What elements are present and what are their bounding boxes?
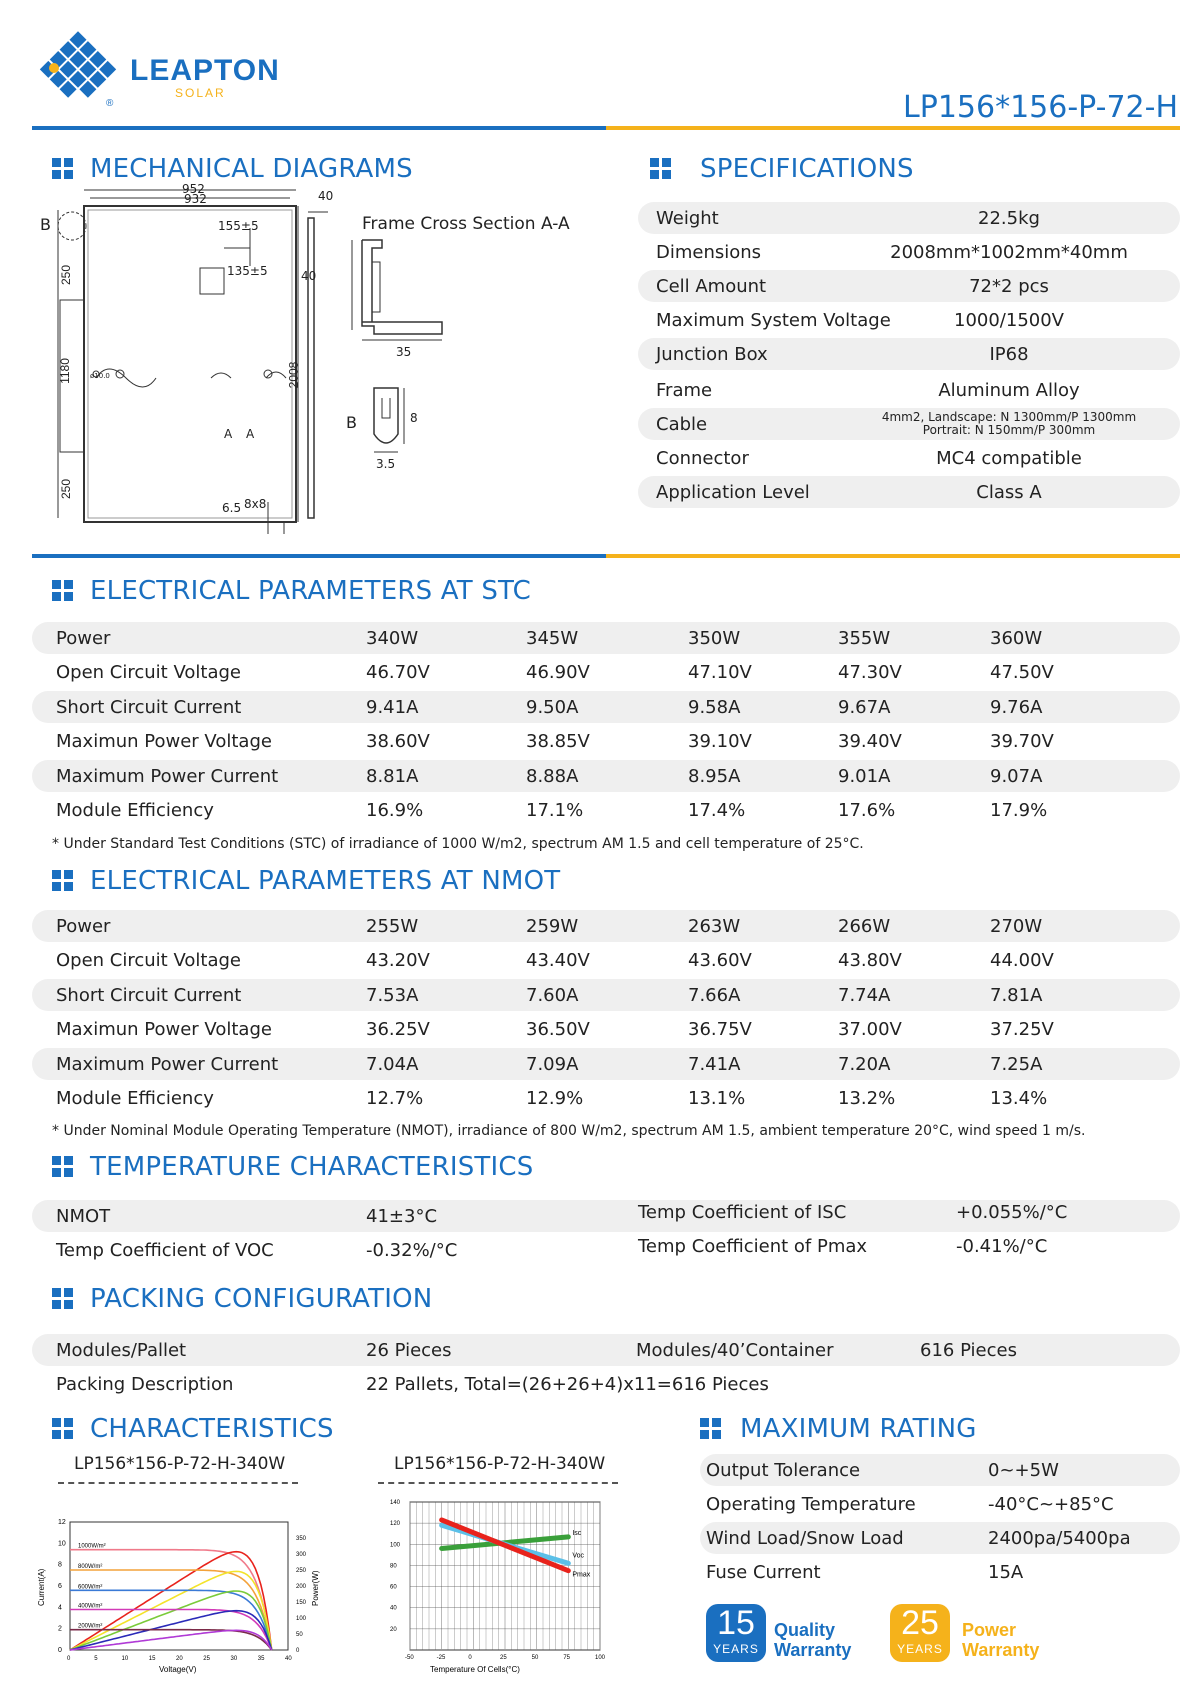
param-label: Short Circuit Current: [56, 984, 242, 1006]
param-value: 43.60V: [688, 950, 752, 972]
dim-3-5: 3.5: [376, 457, 396, 471]
mechanical-diagram: [36, 182, 596, 558]
y-tick-label: 80: [390, 1563, 397, 1570]
y2-tick-label: 200: [296, 1584, 307, 1590]
y-axis-label: Current(A): [37, 1568, 46, 1606]
nmot-note: * Under Nominal Module Operating Temperature (NMOT), irradiance of 800 W/m2, spectrum AM 1.5, ambient temperature 20°C, wind speed 1 m/s.: [52, 1123, 1086, 1139]
param-label: Open Circuit Voltage: [56, 662, 241, 684]
label-a2: A: [246, 427, 255, 441]
warranty-badge-25: 25 YEARS: [890, 1604, 950, 1662]
x-tick-label: 25: [500, 1655, 507, 1661]
param-value: 36.50V: [526, 1019, 590, 1041]
model-title: LP156*156-P-72-H: [903, 90, 1178, 125]
param-value: 13.2%: [838, 1088, 896, 1109]
x-tick-label: -50: [405, 1655, 414, 1661]
param-value: 39.70V: [990, 731, 1054, 753]
param-value: 7.74A: [838, 984, 891, 1006]
series-label: 400W/m²: [78, 1603, 103, 1610]
series-label: 600W/m²: [78, 1584, 103, 1591]
y2-axis-label: Power(W): [311, 1570, 320, 1606]
param-value: 12.9%: [526, 1088, 584, 1109]
dim-35: 35: [396, 345, 412, 359]
series-label: Pmax: [572, 1571, 591, 1579]
stc-row: [32, 794, 1180, 826]
param-value: 9.07A: [990, 765, 1043, 787]
spec-row: Cable 4mm2, Landscape: N 1300mm/P 1300mm Portrait: N 150mm/P 300mm: [638, 408, 1180, 440]
dim-2008: 2008: [286, 361, 301, 389]
param-value: 9.41A: [366, 696, 419, 718]
label-a1: A: [224, 427, 233, 441]
section-mechanical-title: MECHANICAL DIAGRAMS: [90, 154, 413, 184]
param-value: 345W: [526, 628, 579, 649]
section-temperature-title: TEMPERATURE CHARACTERISTICS: [90, 1152, 534, 1182]
param-value: 7.09A: [526, 1053, 579, 1075]
param-label: Power: [56, 628, 111, 649]
spec-row: Connector MC4 compatible: [656, 448, 1082, 469]
leapton-logo-icon: [38, 28, 118, 108]
param-value: 47.30V: [838, 662, 902, 684]
temp-row-1: NMOT 41±3°C Temp Coefficient of ISC +0.055%/°C: [32, 1200, 1180, 1232]
y-tick-label: 2: [58, 1625, 62, 1633]
param-value: 340W: [366, 628, 419, 649]
y2-tick-label: 300: [296, 1552, 307, 1558]
dim-8x8: 8x8: [244, 497, 267, 511]
stc-row: [32, 760, 1180, 792]
y2-tick-label: 0: [296, 1648, 300, 1654]
dim-932: 932: [184, 192, 207, 206]
param-value: 9.50A: [526, 696, 579, 718]
param-label: Maximum Power Current: [56, 1053, 279, 1075]
y-tick-label: 10: [58, 1540, 66, 1548]
dim-250-top: 250: [59, 264, 74, 286]
param-label: Maximum Power Current: [56, 765, 279, 787]
x-tick-label: 15: [148, 1656, 156, 1662]
y2-tick-label: 50: [296, 1632, 303, 1638]
nmot-row: [32, 944, 1180, 976]
x-tick-label: 0: [468, 1655, 472, 1661]
param-value: 17.6%: [838, 800, 896, 821]
param-value: 38.60V: [366, 731, 430, 753]
stc-note: * Under Standard Test Conditions (STC) of irradiance of 1000 W/m2, spectrum AM 1.5 and cell temperature of 25°C.: [52, 836, 864, 852]
dim-40: 40: [318, 189, 334, 203]
param-label: Maximun Power Voltage: [56, 1019, 272, 1041]
x-tick-label: 10: [121, 1656, 129, 1662]
y-tick-label: 20: [390, 1626, 397, 1633]
max-rating-row: Output Tolerance 0~+5W: [700, 1454, 1180, 1486]
series-label: Isc: [572, 1529, 582, 1537]
section-icon: [700, 1418, 722, 1440]
dim-1180: 1180: [57, 358, 72, 384]
param-value: 13.1%: [688, 1088, 746, 1109]
y-tick-label: 60: [390, 1584, 397, 1591]
y-tick-label: 140: [390, 1500, 401, 1506]
stc-row: [32, 691, 1180, 723]
param-value: 350W: [688, 628, 741, 649]
stc-row: [32, 656, 1180, 688]
section-icon: [52, 158, 74, 180]
stc-row: [32, 622, 1180, 654]
param-value: 7.20A: [838, 1053, 891, 1075]
param-value: 7.25A: [990, 1053, 1043, 1075]
nmot-row: [32, 910, 1180, 942]
y-tick-label: 40: [390, 1605, 397, 1612]
x-tick-label: 20: [176, 1656, 183, 1662]
series-label: 1000W/m²: [78, 1543, 106, 1550]
param-value: 37.00V: [838, 1019, 902, 1041]
y-tick-label: 120: [390, 1521, 401, 1528]
param-value: 355W: [838, 628, 891, 649]
param-value: 13.4%: [990, 1088, 1048, 1109]
param-value: 44.00V: [990, 950, 1054, 972]
param-value: 39.10V: [688, 731, 752, 753]
param-value: 36.75V: [688, 1019, 752, 1041]
max-rating-row: Fuse Current 15A: [706, 1562, 1024, 1583]
spec-row: Frame Aluminum Alloy: [656, 380, 1080, 401]
brand-name: LEAPTON: [130, 54, 280, 87]
param-value: 12.7%: [366, 1088, 424, 1109]
section-icon: [52, 1156, 74, 1178]
section-icon: [52, 1418, 74, 1440]
param-value: 17.1%: [526, 800, 584, 821]
dim-135: 135±5: [227, 264, 268, 278]
section-nmot-title: ELECTRICAL PARAMETERS AT NMOT: [90, 866, 561, 896]
y-tick-label: 12: [58, 1519, 66, 1526]
param-value: 17.4%: [688, 800, 746, 821]
param-value: 7.41A: [688, 1053, 741, 1075]
param-value: 43.40V: [526, 950, 590, 972]
cross-section-title: Frame Cross Section A-A: [362, 214, 570, 234]
section-specifications-title: SPECIFICATIONS: [700, 154, 914, 184]
iv-curve-chart: [34, 1510, 324, 1680]
series-label: 800W/m²: [78, 1564, 103, 1570]
pv-curve-series: [70, 1630, 272, 1650]
y-tick-label: 100: [390, 1542, 401, 1549]
dim-8: 8: [410, 411, 418, 425]
section-packing-title: PACKING CONFIGURATION: [90, 1284, 433, 1314]
warranty-label-power: Power Warranty: [962, 1620, 1040, 1660]
param-value: 46.90V: [526, 662, 590, 684]
y2-tick-label: 250: [296, 1568, 307, 1574]
param-value: 8.81A: [366, 765, 419, 787]
param-label: Short Circuit Current: [56, 696, 242, 718]
param-label: Open Circuit Voltage: [56, 950, 241, 972]
dim-155: 155±5: [218, 219, 259, 233]
param-label: Module Efficiency: [56, 1088, 214, 1109]
label-b2: B: [346, 413, 357, 432]
x-tick-label: -25: [436, 1655, 446, 1661]
dim-6-5: 6.5: [222, 501, 242, 515]
param-value: 8.88A: [526, 765, 579, 787]
x-tick-label: 5: [94, 1656, 98, 1662]
x-tick-label: 25: [203, 1656, 210, 1662]
param-value: 9.76A: [990, 696, 1043, 718]
dim-40-cs: 40: [301, 269, 317, 283]
param-label: Maximun Power Voltage: [56, 731, 272, 753]
param-label: Module Efficiency: [56, 800, 214, 821]
param-value: 37.25V: [990, 1019, 1054, 1041]
spec-row: Dimensions 2008mm*1002mm*40mm: [656, 242, 1128, 263]
x-tick-label: 40: [285, 1656, 292, 1662]
spec-row: Junction Box IP68: [638, 338, 1180, 370]
param-value: 43.20V: [366, 950, 430, 972]
param-value: 7.66A: [688, 984, 741, 1006]
chart2-title-rule: [378, 1482, 618, 1484]
param-value: 7.53A: [366, 984, 419, 1006]
x-tick-label: 35: [257, 1656, 265, 1662]
param-label: Power: [56, 916, 111, 937]
label-b: B: [40, 215, 51, 234]
chart2-title: LP156*156-P-72-H-340W: [394, 1454, 606, 1474]
section-icon: [52, 1288, 74, 1310]
y2-tick-label: 150: [296, 1600, 307, 1606]
param-value: 47.10V: [688, 662, 752, 684]
spec-row: Cell Amount 72*2 pcs: [638, 270, 1180, 302]
param-value: 16.9%: [366, 800, 424, 821]
y2-tick-label: 100: [296, 1616, 307, 1622]
y-tick-label: 8: [58, 1561, 62, 1569]
packing-row-2: Packing Description 22 Pallets, Total=(26+26+4)x11=616 Pieces: [56, 1374, 769, 1395]
stc-row: [32, 725, 1180, 757]
param-value: 263W: [688, 916, 741, 937]
pv-curve-series: [70, 1591, 272, 1650]
brand-sub: SOLAR: [175, 86, 226, 100]
param-value: 9.58A: [688, 696, 741, 718]
param-value: 266W: [838, 916, 891, 937]
series-label: Voc: [572, 1552, 585, 1560]
y-tick-label: 0: [58, 1647, 62, 1654]
series-label: 200W/m²: [78, 1623, 103, 1630]
param-value: 9.67A: [838, 696, 891, 718]
x-tick-label: 50: [531, 1655, 539, 1661]
param-value: 46.70V: [366, 662, 430, 684]
param-value: 259W: [526, 916, 579, 937]
y-tick-label: 4: [58, 1604, 62, 1612]
param-value: 9.01A: [838, 765, 891, 787]
temperature-chart: [388, 1494, 610, 1680]
section-max-rating-title: MAXIMUM RATING: [740, 1414, 977, 1444]
param-value: 39.40V: [838, 731, 902, 753]
param-value: 7.81A: [990, 984, 1043, 1006]
warranty-label-quality: Quality Warranty: [774, 1620, 852, 1660]
dim-952: 952: [182, 182, 205, 196]
x-axis-label: Temperature Of Cells(°C): [430, 1665, 520, 1674]
x-axis-label: Voltage(V): [159, 1665, 197, 1674]
header-divider: [32, 126, 1180, 130]
spec-row: Application Level Class A: [638, 476, 1180, 508]
section-icon: [52, 870, 74, 892]
param-value: 8.95A: [688, 765, 741, 787]
section-divider: [32, 554, 1180, 558]
param-value: 255W: [366, 916, 419, 937]
x-tick-label: 75: [563, 1655, 571, 1661]
max-rating-row: Operating Temperature -40°C~+85°C: [706, 1494, 1114, 1515]
nmot-row: [32, 1048, 1180, 1080]
param-value: 360W: [990, 628, 1043, 649]
y2-tick-label: 350: [296, 1536, 307, 1542]
nmot-row: [32, 1082, 1180, 1114]
nmot-row: [32, 979, 1180, 1011]
param-value: 17.9%: [990, 800, 1048, 821]
param-value: 38.85V: [526, 731, 590, 753]
param-value: 36.25V: [366, 1019, 430, 1041]
param-value: 47.50V: [990, 662, 1054, 684]
param-value: 43.80V: [838, 950, 902, 972]
section-icon: [650, 158, 672, 180]
param-value: 7.60A: [526, 984, 579, 1006]
param-value: 7.04A: [366, 1053, 419, 1075]
nmot-row: [32, 1013, 1180, 1045]
y-tick-label: 6: [58, 1583, 62, 1590]
dim-hole: ø10.0: [90, 372, 110, 380]
spec-row: Maximum System Voltage 1000/1500V: [656, 310, 1064, 331]
section-stc-title: ELECTRICAL PARAMETERS AT STC: [90, 576, 531, 606]
section-icon: [52, 580, 74, 602]
packing-row-1: Modules/Pallet 26 Pieces Modules/40’Container 616 Pieces: [32, 1334, 1180, 1366]
max-rating-row: Wind Load/Snow Load 2400pa/5400pa: [700, 1522, 1180, 1554]
brand-reg: ®: [106, 98, 114, 109]
param-value: 270W: [990, 916, 1043, 937]
x-tick-label: 0: [67, 1656, 71, 1662]
chart1-title: LP156*156-P-72-H-340W: [74, 1454, 286, 1474]
temp-row-2: Temp Coefficient of VOC -0.32%/°C Temp Coefficient of Pmax -0.41%/°C: [56, 1236, 1048, 1261]
chart1-title-rule: [58, 1482, 298, 1484]
dim-250-bottom: 250: [59, 478, 74, 500]
x-tick-label: 30: [230, 1656, 238, 1662]
warranty-badge-15: 15 YEARS: [706, 1604, 766, 1662]
x-tick-label: 100: [595, 1655, 606, 1661]
spec-row: Weight 22.5kg: [638, 202, 1180, 234]
section-characteristics-title: CHARACTERISTICS: [90, 1414, 334, 1444]
